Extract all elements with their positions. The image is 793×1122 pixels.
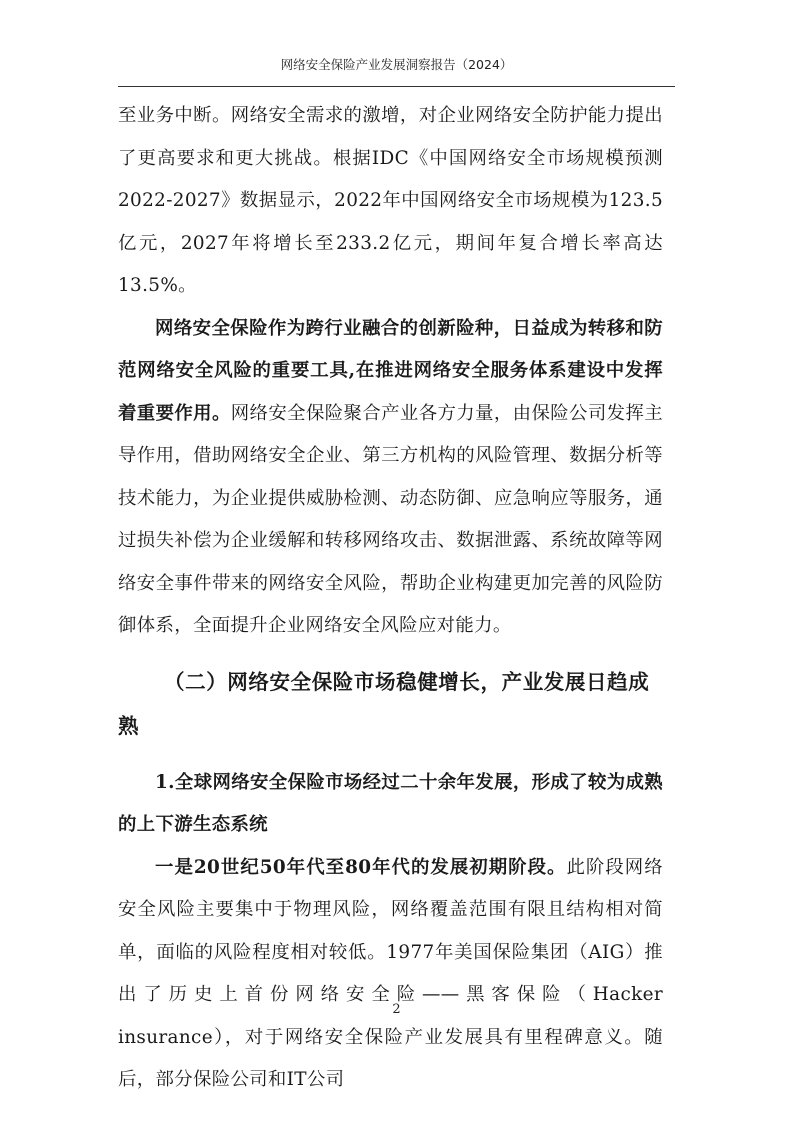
- page-number: 2: [392, 1002, 401, 1017]
- paragraph-market-size: 至业务中断。网络安全需求的激增，对企业网络安全防护能力提出了更高要求和更大挑战。根据IDC《中国网络安全市场规模预测2022-2027》数据显示，2022年中国网络安全市场规模为123.5亿元，2027年将增长至233.2亿元，期间年复合增长率高达13.5%。: [118, 105, 663, 296]
- paragraph-body-text: 网络安全保险聚合产业各方力量，由保险公司发挥主导作用，借助网络安全企业、第三方机构的风险管理、数据分析等技术能力，为企业提供威胁检测、动态防御、应急响应等服务，通过损失补偿为企业缓解和转移网络攻击、数据泄露、系统故障等网络安全事件带来的网络安全风险，帮助企业构建更加完善的风险防御体系，全面提升企业网络安全风险应对能力。: [118, 402, 663, 636]
- paragraph-lead-sentence: 一是20世纪50年代至80年代的发展初期阶段。: [155, 856, 567, 878]
- paragraph-early-stage: [118, 847, 663, 1102]
- document-body: [118, 95, 663, 1102]
- running-header: [118, 44, 675, 87]
- paragraph-body-text: 此阶段网络安全风险主要集中于物理风险，网络覆盖范围有限且结构相对简单，面临的风险程度相对较低。1977年美国保险集团（AIG）推出了历史上首份网络安全险——黑客保险（Hacker insurance），对于网络安全保险产业发展具有里程碑意义。随后，部分保险公司和IT公司: [118, 856, 663, 1090]
- section-heading: （二）网络安全保险市场稳健增长，产业发展日趋成熟: [118, 669, 650, 738]
- paragraph-cyber-insurance-role: [118, 308, 663, 648]
- paragraph-lead-sentence: 网络安全保险作为跨行业融合的创新险种，日益成为转移和防范网络安全风险的重要工具,在推进网络安全服务体系建设中发挥着重要作用。: [118, 317, 663, 424]
- subsection-heading: 1.全球网络安全保险市场经过二十余年发展，形成了较为成熟的上下游生态系统: [118, 771, 663, 835]
- running-header-title: 网络安全保险产业发展洞察报告（2024）: [280, 57, 513, 72]
